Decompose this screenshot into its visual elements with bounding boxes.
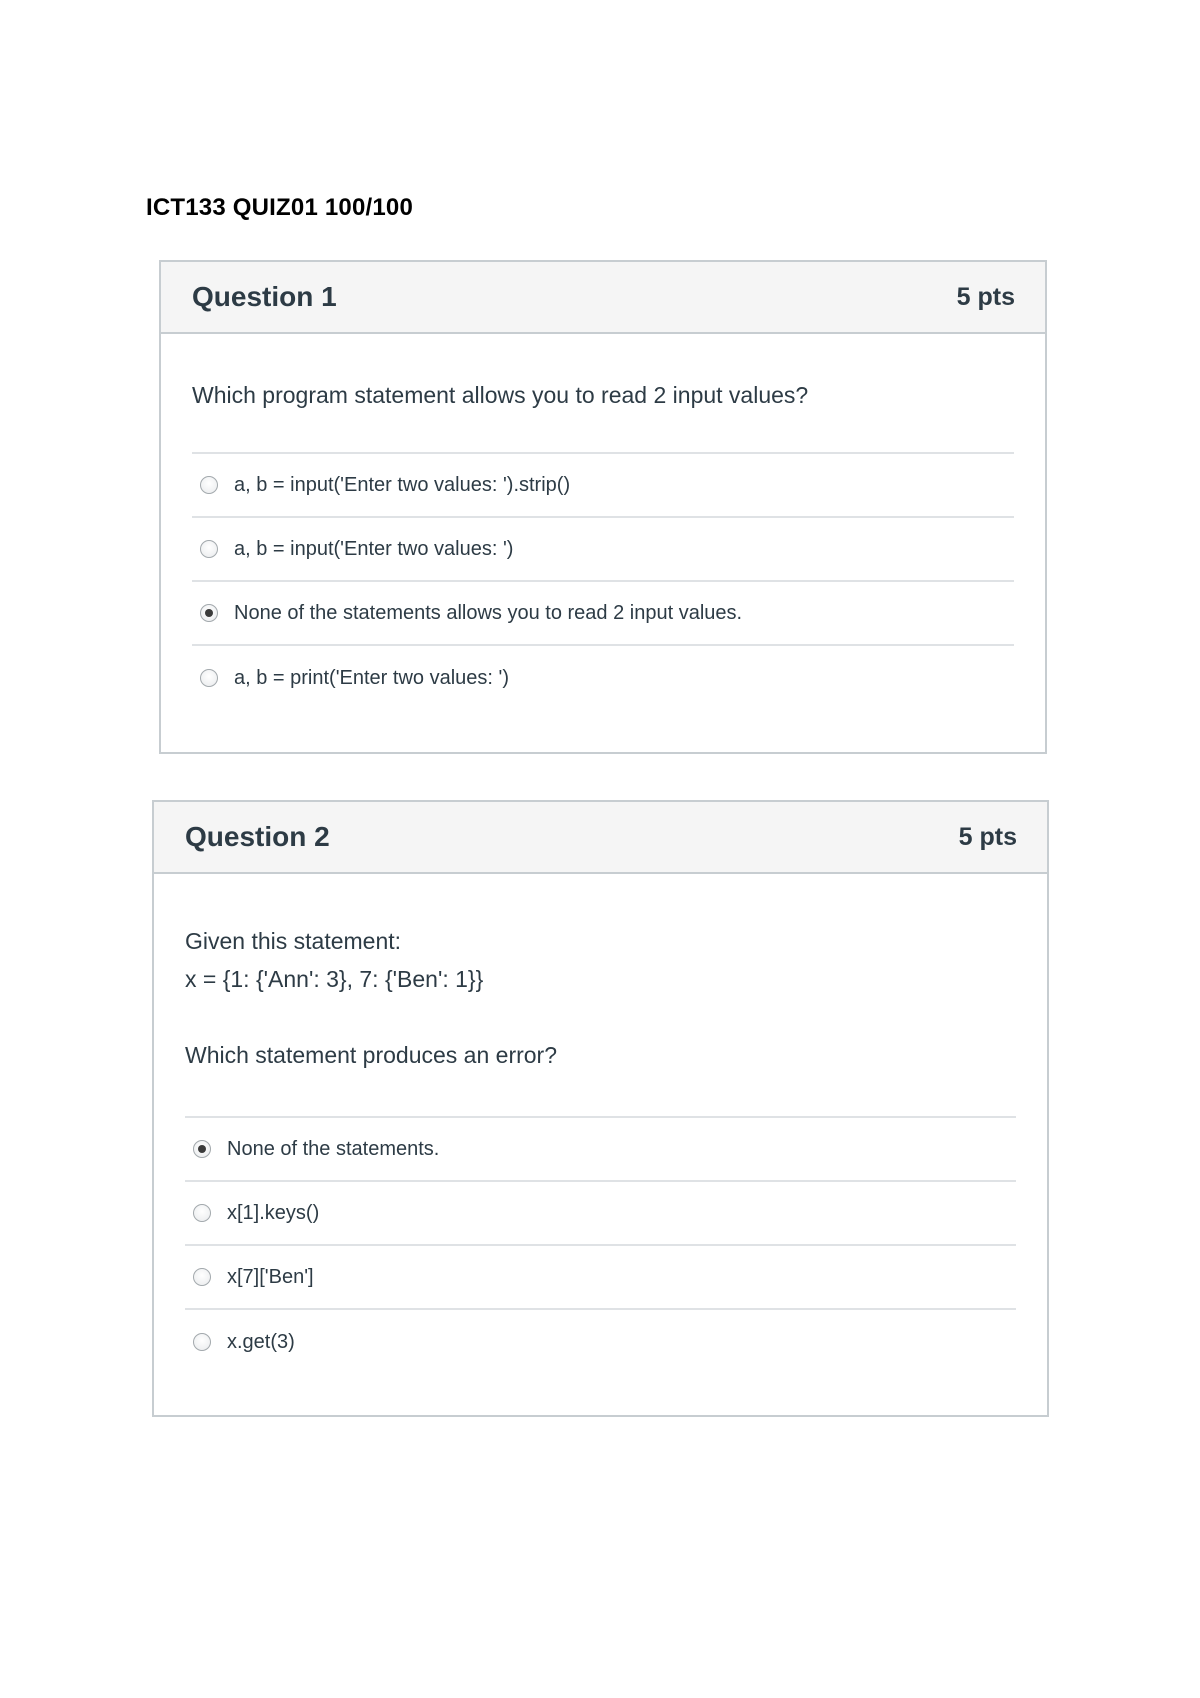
- radio-unselected-icon[interactable]: [193, 1268, 211, 1286]
- answer-list: [185, 1116, 1016, 1374]
- answer-option[interactable]: [192, 582, 1014, 646]
- prompt-spacer: [185, 998, 1016, 1036]
- radio-selected-icon[interactable]: [200, 604, 218, 622]
- question-points: 5 pts: [958, 822, 1017, 851]
- prompt-text: Which program statement allows you to read 2 input values?: [192, 382, 809, 408]
- answer-label: x.get(3): [227, 1330, 295, 1353]
- answer-label: a, b = input('Enter two values: ').strip(): [234, 473, 571, 496]
- answer-option[interactable]: [185, 1182, 1016, 1246]
- prompt-text: Which statement produces an error?: [185, 1042, 558, 1068]
- radio-unselected-icon[interactable]: [200, 540, 218, 558]
- question-body: [161, 334, 1045, 710]
- question-points: 5 pts: [956, 282, 1015, 311]
- question-header: [154, 802, 1047, 874]
- radio-selected-icon[interactable]: [193, 1140, 211, 1158]
- answer-option[interactable]: [185, 1118, 1016, 1182]
- question-title: Question 1: [192, 281, 337, 312]
- answer-option[interactable]: [192, 518, 1014, 582]
- answer-label: a, b = input('Enter two values: '): [234, 537, 514, 560]
- radio-unselected-icon[interactable]: [200, 476, 218, 494]
- answer-option[interactable]: [185, 1310, 1016, 1374]
- question-prompt: [185, 874, 1016, 1116]
- answer-label: x[7]['Ben']: [227, 1265, 314, 1288]
- question-prompt: [192, 334, 1014, 452]
- document-title: ICT133 QUIZ01 100/100: [146, 194, 414, 221]
- prompt-code: x = {1: {'Ann': 3}, 7: {'Ben': 1}}: [185, 966, 484, 992]
- answer-label: x[1].keys(): [227, 1201, 320, 1224]
- question-card-2: [152, 800, 1049, 1417]
- answer-label: None of the statements.: [227, 1137, 440, 1160]
- radio-unselected-icon[interactable]: [200, 669, 218, 687]
- question-header: [161, 262, 1045, 334]
- question-card-1: [159, 260, 1047, 754]
- answer-option[interactable]: [185, 1246, 1016, 1310]
- question-title: Question 2: [185, 821, 330, 852]
- radio-unselected-icon[interactable]: [193, 1333, 211, 1351]
- radio-unselected-icon[interactable]: [193, 1204, 211, 1222]
- question-body: [154, 874, 1047, 1374]
- answer-option[interactable]: [192, 454, 1014, 518]
- prompt-text: Given this statement:: [185, 928, 402, 954]
- answer-list: [192, 452, 1014, 710]
- answer-label: a, b = print('Enter two values: '): [234, 666, 509, 689]
- answer-label: None of the statements allows you to read 2 input values.: [234, 601, 743, 624]
- answer-option[interactable]: [192, 646, 1014, 710]
